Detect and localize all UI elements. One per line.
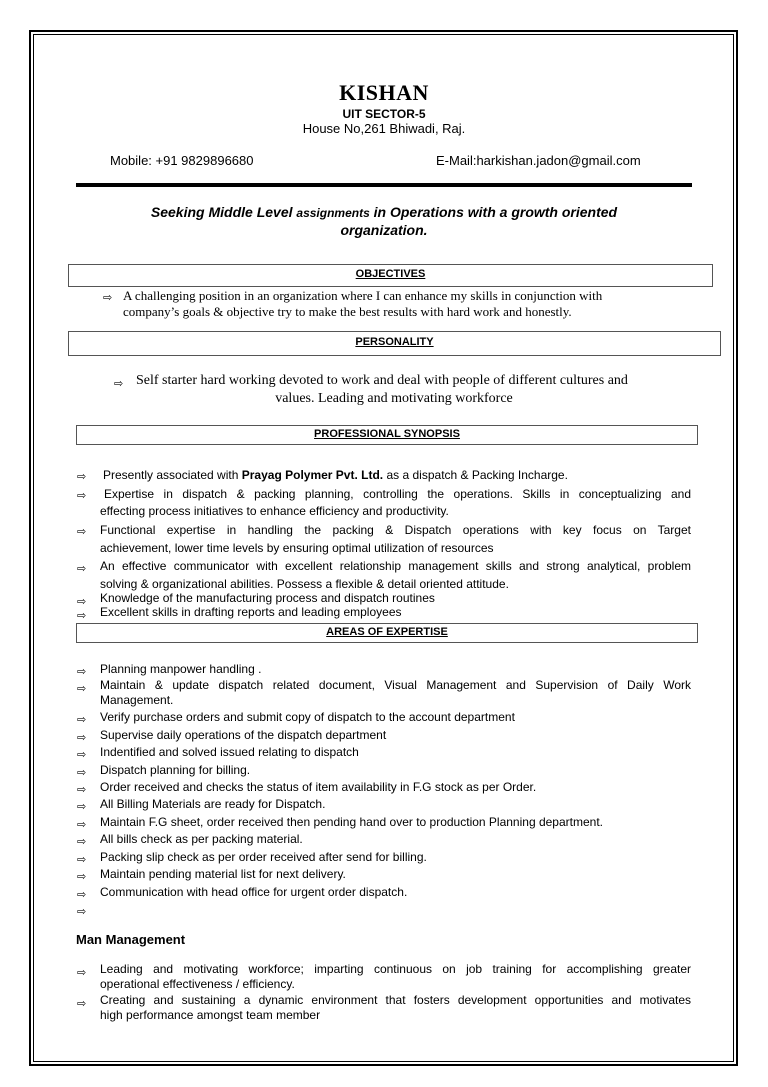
expertise-item: Maintain F.G sheet, order received then pending hand over to production Planning department. (100, 815, 603, 829)
man-mgmt-item-2-line-1: Creating and sustaining a dynamic environment that fosters development opportunities and motivates (100, 993, 691, 1007)
bullet-arrow-icon: ⇨ (77, 490, 87, 502)
synopsis-item-2-line-1: Expertise in dispatch & packing planning, controlling the operations. Skills in conceptualizing and (104, 487, 691, 501)
bullet-arrow-icon: ⇨ (77, 906, 87, 918)
objective-part-4: organization. (340, 222, 428, 238)
bullet-arrow-icon: ⇨ (77, 563, 87, 575)
man-mgmt-item-1-line-2: operational effectiveness / efficiency. (100, 977, 295, 991)
bullet-arrow-icon: ⇨ (77, 732, 87, 744)
objectives-line-2: company’s goals & objective try to make the best results with hard work and honestly. (123, 304, 572, 319)
man-mgmt-item-2-line-2: high performance amongst team member (100, 1008, 321, 1022)
objective-part-1: Seeking Middle Level (150, 204, 293, 220)
bullet-arrow-icon: ⇨ (77, 526, 87, 538)
mobile-number: Mobile: +91 9829896680 (110, 153, 254, 168)
bullet-arrow-icon: ⇨ (77, 836, 87, 848)
bullet-arrow-icon: ⇨ (77, 749, 87, 761)
synopsis-item-3-line-1: Functional expertise in handling the packing & Dispatch operations with key focus on Target (100, 523, 691, 537)
bullet-arrow-icon: ⇨ (77, 714, 87, 726)
bullet-arrow-icon: ⇨ (77, 471, 87, 483)
expertise-item: Planning manpower handling . (100, 662, 262, 676)
expertise-item: Supervise daily operations of the dispatch department (100, 728, 387, 742)
objective-part-2: assignments (296, 206, 370, 220)
expertise-item-2-line-2: Management. (100, 693, 174, 707)
bullet-arrow-icon: ⇨ (114, 378, 124, 390)
section-header-objectives: OBJECTIVES (68, 264, 713, 287)
bullet-arrow-icon: ⇨ (77, 967, 87, 979)
bullet-arrow-icon: ⇨ (77, 596, 87, 608)
bullet-arrow-icon: ⇨ (103, 292, 113, 304)
bullet-arrow-icon: ⇨ (77, 767, 87, 779)
section-header-expertise: AREAS OF EXPERTISE (76, 623, 698, 643)
synopsis-item-5: Knowledge of the manufacturing process and dispatch routines (100, 591, 435, 605)
synopsis-item-6: Excellent skills in drafting reports and leading employees (100, 605, 402, 619)
synopsis-item-3-line-2: achievement, lower time levels by ensuring optimal utilization of resources (100, 541, 494, 555)
bullet-arrow-icon: ⇨ (77, 784, 87, 796)
address-sector: UIT SECTOR-5 (342, 107, 426, 121)
expertise-item: Order received and checks the status of item availability in F.G stock as per Order. (100, 780, 537, 794)
bullet-arrow-icon: ⇨ (77, 871, 87, 883)
objectives-line-1: A challenging position in an organization where I can enhance my skills in conjunction with (123, 288, 603, 303)
objective-part-3: in Operations with a growth oriented (373, 204, 618, 220)
address-house: House No,261 Bhiwadi, Raj. (302, 121, 466, 136)
email-address: E-Mail:harkishan.jadon@gmail.com (436, 153, 641, 168)
expertise-item: All bills check as per packing material. (100, 832, 303, 846)
expertise-item: All Billing Materials are ready for Dispatch. (100, 797, 326, 811)
company-name: Prayag Polymer Pvt. Ltd. (241, 468, 384, 482)
synopsis-item-4-line-2: solving & organizational abilities. Possess a flexible & detail oriented attitude. (100, 577, 509, 591)
section-header-synopsis: PROFESSIONAL SYNOPSIS (76, 425, 698, 445)
expertise-item: Communication with head office for urgent order dispatch. (100, 885, 408, 899)
bullet-arrow-icon: ⇨ (77, 801, 87, 813)
man-management-title: Man Management (76, 932, 186, 947)
expertise-item: Maintain pending material list for next delivery. (100, 867, 346, 881)
bullet-arrow-icon: ⇨ (77, 610, 87, 622)
bullet-arrow-icon: ⇨ (77, 666, 87, 678)
personality-line-1: Self starter hard working devoted to work and deal with people of different cultures and (136, 373, 628, 388)
bullet-arrow-icon: ⇨ (77, 854, 87, 866)
expertise-item: Indentified and solved issued relating to dispatch (100, 745, 359, 759)
bullet-arrow-icon: ⇨ (77, 683, 87, 695)
synopsis-item-1: Presently associated with Prayag Polymer Pvt. Ltd. as a dispatch & Packing Incharge. (103, 468, 568, 482)
synopsis-item-2-line-2: effecting process initiatives to enhance efficiency and productivity. (100, 504, 449, 518)
man-mgmt-item-1-line-1: Leading and motivating workforce; imparting continuous on job training for accomplishing greater (100, 962, 691, 976)
career-objective-line (80, 204, 688, 239)
section-header-personality: PERSONALITY (68, 331, 721, 356)
expertise-item: Dispatch planning for billing. (100, 763, 251, 777)
synopsis-item-4-line-1: An effective communicator with excellent relationship management skills and strong analytical, problem (100, 559, 691, 573)
expertise-item: Packing slip check as per order received after send for billing. (100, 850, 427, 864)
expertise-item-2-line-1: Maintain & update dispatch related document, Visual Management and Supervision of Daily Work (100, 678, 691, 692)
bullet-arrow-icon: ⇨ (77, 889, 87, 901)
bullet-arrow-icon: ⇨ (77, 998, 87, 1010)
expertise-item: Verify purchase orders and submit copy of dispatch to the account department (100, 710, 515, 724)
personality-line-2: values. Leading and motivating workforce (275, 391, 513, 406)
header-divider (76, 183, 692, 187)
candidate-name: KISHAN (339, 80, 429, 105)
bullet-arrow-icon: ⇨ (77, 819, 87, 831)
